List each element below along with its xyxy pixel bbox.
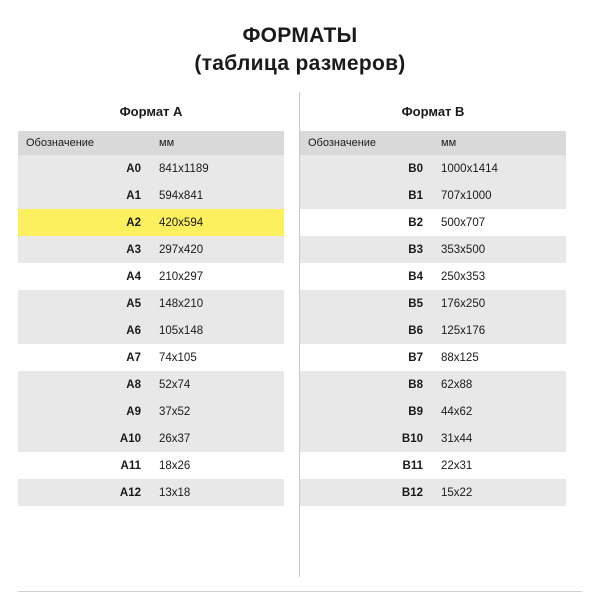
format-b-name-11: B11 (300, 452, 433, 479)
format-a-size-11: 18x26 (151, 452, 284, 479)
bottom-rule (18, 591, 582, 592)
table-row (18, 371, 284, 398)
table-row (18, 398, 284, 425)
format-b-size-11: 22x31 (433, 452, 566, 479)
format-b-name-2: B2 (300, 209, 433, 236)
page-title (0, 0, 600, 78)
table-row (18, 182, 284, 209)
format-a-size-7: 74x105 (151, 344, 284, 371)
format-b-name-9: B9 (300, 398, 433, 425)
format-b-name-1: B1 (300, 182, 433, 209)
format-a-name-9: A9 (18, 398, 151, 425)
format-a-header-row (18, 131, 284, 155)
format-b-name-7: B7 (300, 344, 433, 371)
tables-container (18, 96, 582, 506)
format-b-size-7: 88x125 (433, 344, 566, 371)
format-a-size-12: 13x18 (151, 479, 284, 506)
format-a-group-heading-row (18, 96, 284, 131)
format-b-size-3: 353x500 (433, 236, 566, 263)
table-row (18, 290, 284, 317)
format-a-size-2: 420x594 (151, 209, 284, 236)
format-b-size-6: 125x176 (433, 317, 566, 344)
format-b-name-12: B12 (300, 479, 433, 506)
format-a-size-9: 37x52 (151, 398, 284, 425)
format-b-size-4: 250x353 (433, 263, 566, 290)
page-title-line-2: (таблица размеров) (194, 52, 406, 75)
format-a-size-6: 105x148 (151, 317, 284, 344)
table-row (300, 398, 566, 425)
table-row (18, 452, 284, 479)
table-row (300, 452, 566, 479)
format-b-size-8: 62x88 (433, 371, 566, 398)
format-b-size-1: 707x1000 (433, 182, 566, 209)
format-b-size-0: 1000x1414 (433, 155, 566, 182)
format-a-name-4: A4 (18, 263, 151, 290)
format-a-size-0: 841x1189 (151, 155, 284, 182)
format-a-size-3: 297x420 (151, 236, 284, 263)
format-a-name-8: A8 (18, 371, 151, 398)
format-b-table (300, 96, 566, 506)
table-row (18, 344, 284, 371)
format-a-name-1: A1 (18, 182, 151, 209)
format-b-header-row (300, 131, 566, 155)
format-a-size-4: 210x297 (151, 263, 284, 290)
table-row (300, 290, 566, 317)
format-a-name-10: A10 (18, 425, 151, 452)
format-b-size-2: 500x707 (433, 209, 566, 236)
format-b-col-header-mm: мм (433, 131, 566, 155)
format-a-size-10: 26x37 (151, 425, 284, 452)
table-row (300, 317, 566, 344)
table-row (300, 209, 566, 236)
table-row (300, 479, 566, 506)
format-a-name-12: A12 (18, 479, 151, 506)
format-b-group-heading: Формат В (300, 96, 566, 131)
format-a-name-11: A11 (18, 452, 151, 479)
format-b-size-12: 15x22 (433, 479, 566, 506)
table-row (300, 371, 566, 398)
page-title-line-1: ФОРМАТЫ (242, 24, 358, 47)
table-row (300, 155, 566, 182)
vertical-divider (299, 92, 300, 577)
format-a-name-5: A5 (18, 290, 151, 317)
table-row (18, 263, 284, 290)
table-row (18, 236, 284, 263)
table-row (300, 344, 566, 371)
table-row (18, 425, 284, 452)
format-a-col-header-designation: Обозначение (18, 131, 151, 155)
format-a-group-heading: Формат А (18, 96, 284, 131)
format-b-col-header-designation: Обозначение (300, 131, 433, 155)
format-a-size-1: 594x841 (151, 182, 284, 209)
format-a-name-0: A0 (18, 155, 151, 182)
format-b-name-4: B4 (300, 263, 433, 290)
format-b-name-6: B6 (300, 317, 433, 344)
format-a-name-7: A7 (18, 344, 151, 371)
table-row (18, 479, 284, 506)
format-b-name-0: B0 (300, 155, 433, 182)
table-row (300, 263, 566, 290)
format-a-col-header-mm: мм (151, 131, 284, 155)
table-row-highlighted (18, 209, 284, 236)
format-b-name-5: B5 (300, 290, 433, 317)
format-b-name-10: B10 (300, 425, 433, 452)
table-row (18, 155, 284, 182)
format-b-group-heading-row (300, 96, 566, 131)
format-a-size-8: 52x74 (151, 371, 284, 398)
format-b-size-5: 176x250 (433, 290, 566, 317)
table-row (300, 425, 566, 452)
table-row (18, 317, 284, 344)
table-row (300, 236, 566, 263)
format-a-name-6: A6 (18, 317, 151, 344)
format-a-table (18, 96, 284, 506)
format-b-size-9: 44x62 (433, 398, 566, 425)
table-row (300, 182, 566, 209)
format-a-name-2: A2 (18, 209, 151, 236)
format-b-name-8: B8 (300, 371, 433, 398)
format-b-size-10: 31x44 (433, 425, 566, 452)
format-a-name-3: A3 (18, 236, 151, 263)
format-b-name-3: B3 (300, 236, 433, 263)
format-a-size-5: 148x210 (151, 290, 284, 317)
